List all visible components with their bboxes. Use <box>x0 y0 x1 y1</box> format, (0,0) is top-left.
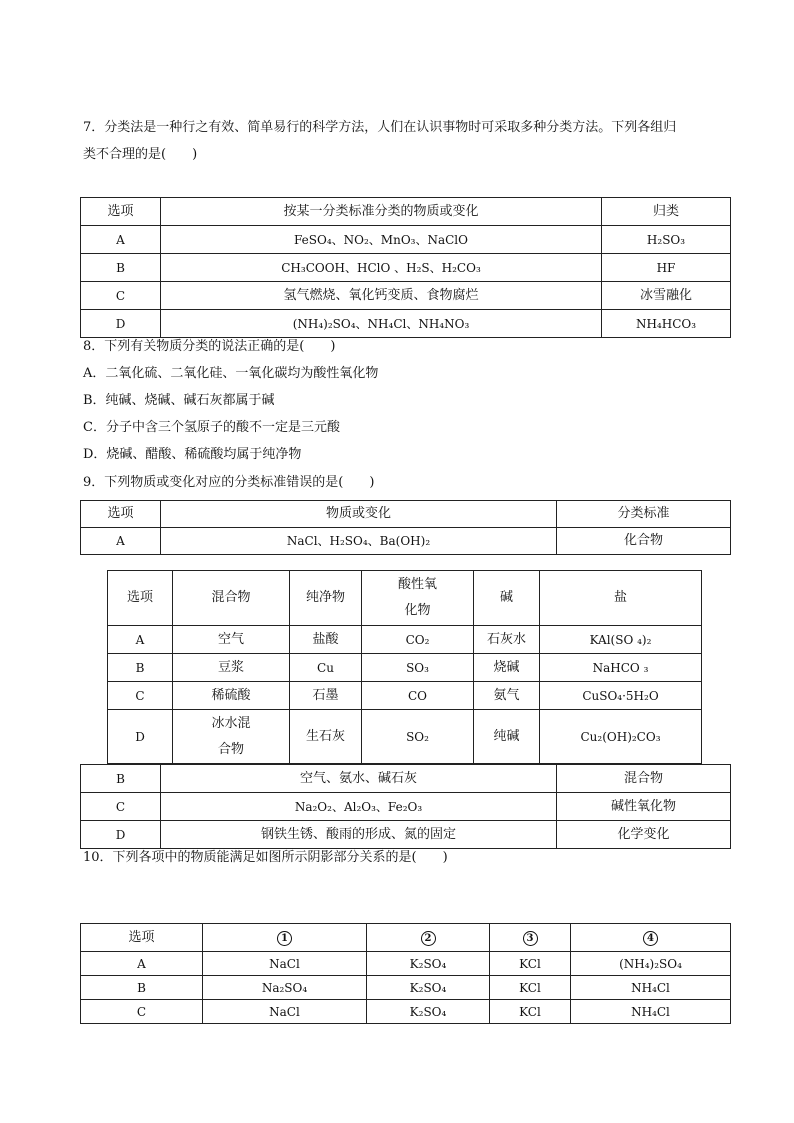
circled-number: 1 <box>277 931 292 946</box>
table-row <box>81 1000 731 1024</box>
table-header <box>490 924 571 952</box>
table-cell: FeSO₄、NO₂、MnO₃、NaClO <box>161 226 602 254</box>
table-cell: CO₂ <box>362 626 474 654</box>
table-header: 按某一分类标准分类的物质或变化 <box>161 198 602 226</box>
table-row <box>108 571 702 626</box>
table-cell: KCl <box>490 952 571 976</box>
table-cell: 化合物 <box>557 528 731 555</box>
table-cell: A <box>81 226 161 254</box>
table-cell <box>173 710 290 764</box>
table-cell: 钢铁生锈、酸雨的形成、氮的固定 <box>161 821 557 849</box>
circled-number: 4 <box>643 931 658 946</box>
table-header: 选项 <box>81 198 161 226</box>
table-header: 纯净物 <box>290 571 362 626</box>
table-q10 <box>80 923 731 1024</box>
q7-line2: 类不合理的是( ) <box>83 147 198 162</box>
table-q7 <box>80 197 731 338</box>
table-cell: 化学变化 <box>557 821 731 849</box>
table-header: 碱 <box>474 571 540 626</box>
table-cell: H₂SO₃ <box>602 226 731 254</box>
table-header <box>367 924 490 952</box>
table-row <box>81 765 731 793</box>
table-cell: NaCl <box>203 1000 367 1024</box>
header-line: 化物 <box>404 603 431 618</box>
table-cell: NaHCO ₃ <box>540 654 702 682</box>
q8-option-d: D．烧碱、醋酸、稀硫酸均属于纯净物 <box>83 447 302 462</box>
table-q9-bottom <box>80 764 731 849</box>
table-cell: (NH₄)₂SO₄、NH₄Cl、NH₄NO₃ <box>161 310 602 338</box>
table-cell: 氢气燃烧、氧化钙变质、食物腐烂 <box>161 282 602 310</box>
q8-option-b: B．纯碱、烧碱、碱石灰都属于碱 <box>83 393 275 408</box>
table-cell: 空气 <box>173 626 290 654</box>
table-cell: (NH₄)₂SO₄ <box>571 952 731 976</box>
table-cell: D <box>108 710 173 764</box>
table-cell: NaCl <box>203 952 367 976</box>
table-row <box>81 528 731 555</box>
table-cell: HF <box>602 254 731 282</box>
table-header <box>571 924 731 952</box>
table-header: 选项 <box>81 501 161 528</box>
table-cell: Na₂O₂、Al₂O₃、Fe₂O₃ <box>161 793 557 821</box>
q8-option-c: C．分子中含三个氢原子的酸不一定是三元酸 <box>83 420 340 435</box>
table-cell: B <box>108 654 173 682</box>
q7-line1: 7．分类法是一种行之有效、简单易行的科学方法，人们在认识事物时可采取多种分类方法。下列各组归 <box>83 120 677 135</box>
table-header <box>203 924 367 952</box>
table-row <box>81 501 731 528</box>
table-classification <box>107 570 702 764</box>
table-row <box>81 310 731 338</box>
table-cell: 豆浆 <box>173 654 290 682</box>
table-cell: 生石灰 <box>290 710 362 764</box>
table-cell: C <box>81 793 161 821</box>
table-cell: C <box>108 682 173 710</box>
table-header: 物质或变化 <box>161 501 557 528</box>
table-cell: 烧碱 <box>474 654 540 682</box>
circled-number: 2 <box>421 931 436 946</box>
table-cell: K₂SO₄ <box>367 952 490 976</box>
table-cell: KCl <box>490 1000 571 1024</box>
table-row <box>81 793 731 821</box>
q8-option-a: A．二氧化硫、二氧化硅、一氧化碳均为酸性氧化物 <box>83 366 379 381</box>
table-row <box>108 626 702 654</box>
table-cell: B <box>81 254 161 282</box>
table-cell: KCl <box>490 976 571 1000</box>
q8-stem: 8．下列有关物质分类的说法正确的是( ) <box>83 339 336 354</box>
table-row <box>108 654 702 682</box>
table-header: 归类 <box>602 198 731 226</box>
table-q9-top <box>80 500 731 555</box>
q10-stem: 10．下列各项中的物质能满足如图所示阴影部分关系的是( ) <box>83 850 448 865</box>
table-header: 选项 <box>108 571 173 626</box>
table-row <box>81 821 731 849</box>
table-row <box>81 976 731 1000</box>
table-cell: B <box>81 976 203 1000</box>
table-cell: SO₃ <box>362 654 474 682</box>
table-cell: 混合物 <box>557 765 731 793</box>
table-row <box>108 710 702 764</box>
table-cell: CO <box>362 682 474 710</box>
cell-line: 合物 <box>217 741 244 757</box>
table-cell: KAl(SO ₄)₂ <box>540 626 702 654</box>
table-row <box>81 226 731 254</box>
table-cell: K₂SO₄ <box>367 1000 490 1024</box>
table-cell: CH₃COOH、HClO 、H₂S、H₂CO₃ <box>161 254 602 282</box>
table-header: 盐 <box>540 571 702 626</box>
table-header: 选项 <box>81 924 203 952</box>
table-cell: Cu₂(OH)₂CO₃ <box>540 710 702 764</box>
table-row <box>81 254 731 282</box>
table-row <box>81 198 731 226</box>
circled-number: 3 <box>523 931 538 946</box>
table-cell: C <box>81 282 161 310</box>
table-cell: 稀硫酸 <box>173 682 290 710</box>
table-cell: B <box>81 765 161 793</box>
table-cell: NH₄Cl <box>571 976 731 1000</box>
table-cell: A <box>81 528 161 555</box>
table-cell: NaCl、H₂SO₄、Ba(OH)₂ <box>161 528 557 555</box>
cell-line: 冰水混 <box>211 715 251 731</box>
table-cell: 氨气 <box>474 682 540 710</box>
table-cell: D <box>81 310 161 338</box>
table-cell: K₂SO₄ <box>367 976 490 1000</box>
table-cell: A <box>108 626 173 654</box>
table-header: 混合物 <box>173 571 290 626</box>
q9-stem: 9．下列物质或变化对应的分类标准错误的是( ) <box>83 475 375 490</box>
table-cell: Cu <box>290 654 362 682</box>
table-cell: D <box>81 821 161 849</box>
table-row <box>81 924 731 952</box>
table-cell: 石墨 <box>290 682 362 710</box>
table-cell: CuSO₄·5H₂O <box>540 682 702 710</box>
table-cell: 碱性氧化物 <box>557 793 731 821</box>
table-cell: NH₄HCO₃ <box>602 310 731 338</box>
table-cell: 盐酸 <box>290 626 362 654</box>
table-cell: NH₄Cl <box>571 1000 731 1024</box>
table-header: 分类标准 <box>557 501 731 528</box>
table-row <box>81 282 731 310</box>
table-cell: 冰雪融化 <box>602 282 731 310</box>
table-cell: Na₂SO₄ <box>203 976 367 1000</box>
table-row <box>108 682 702 710</box>
table-cell: 纯碱 <box>474 710 540 764</box>
header-line: 酸性氧 <box>397 577 437 592</box>
table-header <box>362 571 474 626</box>
table-cell: 空气、氨水、碱石灰 <box>161 765 557 793</box>
table-cell: 石灰水 <box>474 626 540 654</box>
table-cell: A <box>81 952 203 976</box>
table-cell: C <box>81 1000 203 1024</box>
table-cell: SO₂ <box>362 710 474 764</box>
table-row <box>81 952 731 976</box>
